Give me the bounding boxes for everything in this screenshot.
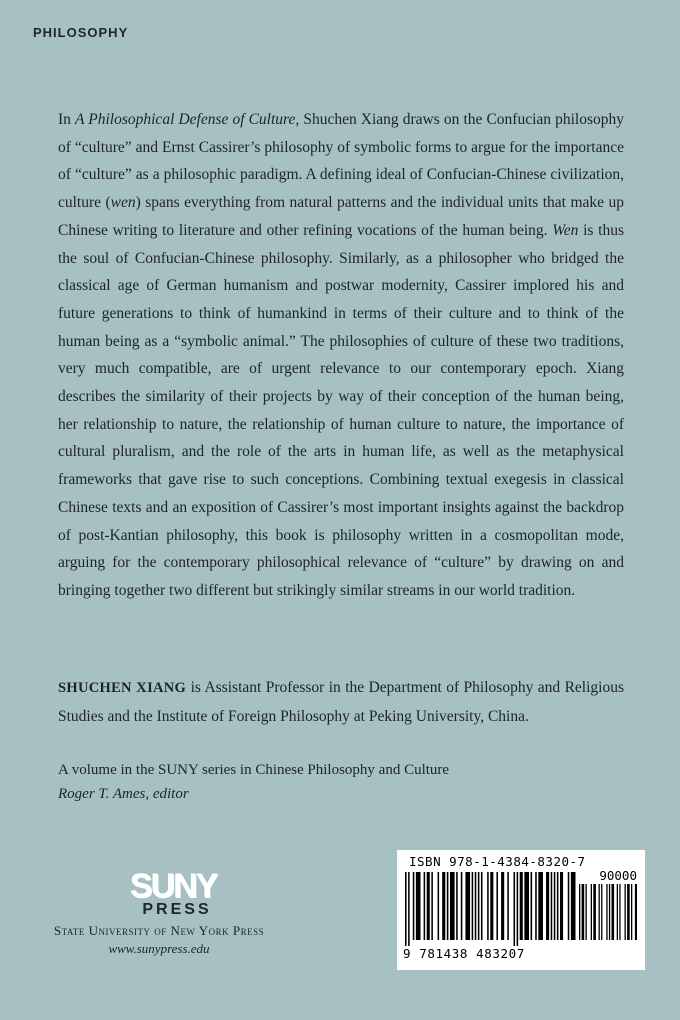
barcode-bar bbox=[496, 872, 498, 940]
barcode-bar bbox=[472, 872, 474, 940]
barcode-bar bbox=[514, 872, 516, 946]
blurb-text-2: Shuchen Xiang draws on the Confucian philosophy of “culture” and Ernst Cassirer’s philosophy of symbolic forms to argue for the importance of “culture” as a philosophic paradigm. A defining ideal of Confucian-Chinese civilization, culture ( bbox=[58, 111, 624, 212]
barcode-bar bbox=[427, 872, 430, 940]
barcode-bar bbox=[551, 872, 553, 940]
series-editor: Roger T. Ames, editor bbox=[58, 786, 189, 802]
ean-digits: 9 781438 483207 bbox=[403, 946, 525, 961]
book-description bbox=[58, 106, 624, 605]
barcode-bar bbox=[465, 872, 470, 940]
barcode-bar bbox=[490, 872, 493, 940]
suny-press-logo bbox=[118, 867, 228, 918]
barcode-bar bbox=[593, 884, 596, 940]
barcode-bar bbox=[586, 884, 587, 940]
barcode-bar bbox=[546, 872, 549, 940]
press-wordmark: PRESS bbox=[142, 901, 212, 918]
barcode-bar bbox=[431, 872, 433, 940]
barcode-bar bbox=[413, 872, 415, 940]
barcode-bar bbox=[601, 884, 602, 940]
barcode-bar bbox=[627, 884, 630, 940]
barcode-bar bbox=[517, 872, 519, 946]
barcode-bar bbox=[582, 884, 585, 940]
barcode-bar bbox=[579, 884, 580, 940]
blurb-text-1: In bbox=[58, 111, 75, 128]
category-label: PHILOSOPHY bbox=[33, 25, 129, 40]
publisher-block bbox=[28, 922, 290, 958]
author-bio-text: is Assistant Professor in the Department of Philosophy and Religious Studies and the Institute of Foreign Philosophy at Peking University, China. bbox=[58, 679, 624, 725]
barcode-bar bbox=[560, 872, 563, 940]
barcode-bar bbox=[635, 884, 637, 940]
barcode-bar bbox=[599, 884, 600, 940]
term-wen-capitalized: Wen bbox=[552, 221, 579, 239]
barcode-bar bbox=[591, 884, 592, 940]
barcode-bar bbox=[501, 872, 504, 940]
barcode-bar bbox=[571, 872, 576, 940]
isbn-number: ISBN 978-1-4384-8320-7 bbox=[409, 854, 586, 869]
price-addon-barcode bbox=[579, 884, 637, 946]
book-title: A Philosophical Defense of Culture, bbox=[75, 111, 300, 128]
series-note bbox=[58, 758, 618, 806]
barcode-bar bbox=[442, 872, 445, 940]
barcode-bar bbox=[625, 884, 626, 940]
price-code: 90000 bbox=[599, 868, 637, 883]
barcode-bar bbox=[487, 872, 489, 940]
barcode-bar bbox=[461, 872, 463, 940]
barcode-bar bbox=[538, 872, 543, 940]
author-name: SHUCHEN XIANG bbox=[58, 680, 187, 696]
barcode-bar bbox=[416, 872, 421, 940]
barcode-bar bbox=[554, 872, 556, 940]
barcode-bar bbox=[438, 872, 440, 940]
barcode-bar bbox=[447, 872, 449, 940]
publisher-name: State University of New York Press bbox=[53, 923, 265, 938]
barcode-bar bbox=[606, 884, 607, 940]
barcode-bar bbox=[557, 872, 559, 940]
barcode-bar bbox=[424, 872, 426, 940]
blurb-text-4: is thus the soul of Confucian-Chinese philosophy. Similarly, as a philosopher who bridged the classical age of German humanism and postwar modernity, Cassirer implored his and future generations to think of humankind in terms of their culture and to think of the human being as a “symbolic animal.” The philosophies of culture of these two traditions, very much compatible, are of urgent relevance to our contemporary epoch. Xiang describes the similarity of their projects by way of their conception of the human being, her relationship to nature, the relationship of human culture to nature, the importance of cultural pluralism, and the role of the arts in human life, as well as the metaphysical frameworks that gave rise to such conceptions. Combining textual exegesis in classical Chinese texts and an exposition of Cassirer’s most important insights against the backdrop of post-Kantian philosophy, this book is philosophy written in a cosmopolitan mode, arguing for the contemporary philosophical relevance of “culture” by drawing on and bringing together two different but strikingly similar streams in our world tradition. bbox=[58, 221, 624, 599]
author-bio bbox=[58, 674, 624, 730]
barcode-bar bbox=[617, 884, 618, 940]
barcode-bar bbox=[478, 872, 480, 940]
barcode-bar bbox=[531, 872, 533, 940]
barcode-bar bbox=[450, 872, 455, 940]
barcode-bar bbox=[405, 872, 407, 946]
barcode-bar bbox=[568, 872, 570, 940]
barcode-bar bbox=[481, 872, 483, 940]
publisher-url: www.sunypress.edu bbox=[108, 941, 210, 956]
term-wen: wen bbox=[110, 194, 136, 212]
barcode-box bbox=[397, 850, 645, 970]
barcode-bar bbox=[631, 884, 632, 940]
barcode-bar bbox=[612, 884, 615, 940]
barcode-bar bbox=[475, 872, 477, 940]
barcode-bar bbox=[456, 872, 458, 940]
barcode-bar bbox=[535, 872, 537, 940]
ean-barcode bbox=[405, 872, 577, 948]
barcode-bar bbox=[520, 872, 523, 940]
barcode-bar bbox=[609, 884, 610, 940]
suny-wordmark: SUNY bbox=[129, 867, 217, 905]
barcode-bar bbox=[524, 872, 529, 940]
barcode-bar bbox=[507, 872, 509, 940]
barcode-bar bbox=[619, 884, 620, 940]
series-line: A volume in the SUNY series in Chinese Philosophy and Culture bbox=[58, 762, 450, 778]
barcode-bar bbox=[408, 872, 410, 946]
blurb-text-3: ) spans everything from natural patterns and the individual units that make up Chinese writing to literature and other refining vocations of the human being. bbox=[58, 194, 624, 239]
